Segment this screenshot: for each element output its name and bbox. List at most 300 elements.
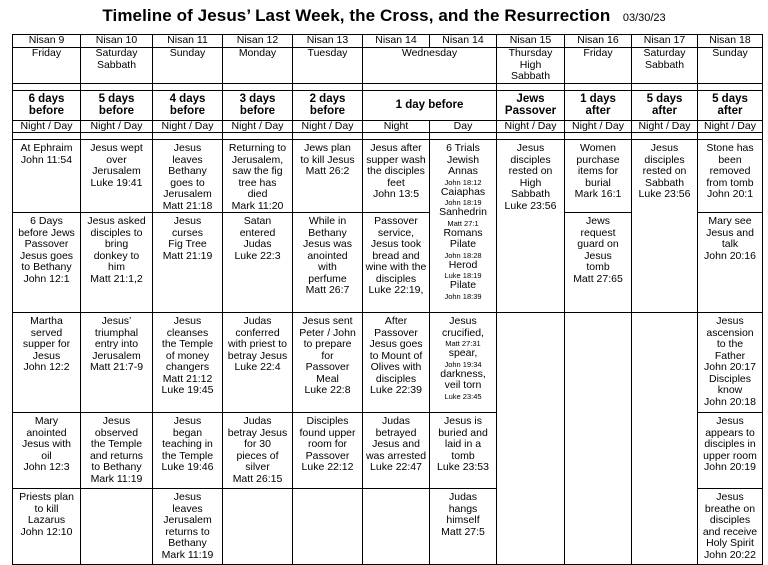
event-line: to Bethany bbox=[21, 261, 72, 273]
event-line: Mark 11:19 bbox=[161, 548, 214, 561]
event-line: Saturday bbox=[643, 47, 686, 59]
event-line: 1 days bbox=[580, 92, 616, 105]
event-cell bbox=[698, 413, 763, 489]
event-line: Thursday bbox=[508, 47, 553, 59]
event-line: rested on bbox=[642, 165, 687, 177]
event-line: from tomb bbox=[706, 176, 754, 189]
event-line: with priest to bbox=[228, 338, 287, 350]
event-line: Wednesday bbox=[401, 47, 458, 59]
event-line: veil torn bbox=[444, 379, 482, 391]
weekday-cell bbox=[293, 48, 363, 84]
event-line: tree has bbox=[238, 176, 277, 189]
event-line: cleanses bbox=[166, 326, 209, 339]
event-cell bbox=[497, 140, 565, 313]
event-line: Matt 21:18 bbox=[162, 199, 213, 212]
event-line: to Bethany bbox=[91, 461, 142, 473]
event-line: Luke 23:53 bbox=[437, 461, 489, 473]
timeline-table bbox=[12, 34, 763, 565]
event-line: leaves bbox=[172, 153, 203, 166]
event-line: Friday bbox=[583, 47, 613, 59]
event-line: Women bbox=[580, 142, 616, 154]
event-line: burial bbox=[585, 176, 611, 189]
event-line: for 30 bbox=[244, 438, 271, 450]
night-day-cell: Night / Day bbox=[497, 120, 565, 133]
day-count-row bbox=[13, 90, 763, 120]
event-line: entry into bbox=[94, 338, 139, 350]
day-count-cell bbox=[363, 90, 497, 120]
event-line: room for bbox=[307, 438, 348, 450]
weekday-cell bbox=[223, 48, 293, 84]
night-day-cell: Night / Day bbox=[81, 120, 153, 133]
nisan-cell: Nisan 17 bbox=[632, 35, 698, 48]
event-line: Jesus and bbox=[706, 226, 754, 239]
event-line: rested on bbox=[508, 165, 553, 177]
event-line: triumphal bbox=[94, 326, 139, 339]
event-cell bbox=[632, 140, 698, 313]
day-count-cell bbox=[497, 90, 565, 120]
event-line: Sunday bbox=[712, 47, 748, 59]
event-line: pieces of bbox=[236, 449, 279, 462]
event-line: Lazarus bbox=[27, 514, 66, 526]
event-line: donkey to bbox=[93, 249, 140, 262]
event-line: Bethany bbox=[168, 165, 207, 177]
event-line: disciples bbox=[510, 153, 551, 166]
event-line: talk bbox=[721, 238, 739, 250]
event-line: Matt 26:15 bbox=[232, 472, 283, 485]
event-line: High bbox=[519, 58, 542, 71]
event-line: Olives with bbox=[370, 361, 422, 373]
event-cell bbox=[13, 413, 81, 489]
event-line: was arrested bbox=[365, 449, 427, 462]
page-title: Timeline of Jesus’ Last Week, the Cross, and the Resurrection bbox=[102, 6, 611, 25]
event-cell bbox=[13, 213, 81, 313]
event-line: request bbox=[580, 226, 616, 239]
day-count-cell bbox=[565, 90, 632, 120]
event-cell bbox=[153, 313, 223, 413]
event-line: been bbox=[718, 153, 742, 166]
event-cell bbox=[698, 213, 763, 313]
event-line: Bethany bbox=[168, 537, 207, 549]
event-cell bbox=[153, 489, 223, 565]
event-line: before bbox=[98, 105, 135, 117]
event-line: Luke 22:3 bbox=[234, 249, 281, 262]
event-line: John 12:1 bbox=[23, 272, 70, 285]
event-line: Jesus bbox=[102, 415, 131, 427]
nisan-cell: Nisan 10 bbox=[81, 35, 153, 48]
event-line: Stone has bbox=[706, 142, 754, 154]
event-line: saw the fig bbox=[232, 165, 283, 177]
event-line: Sunday bbox=[169, 47, 206, 59]
night-day-row bbox=[13, 120, 763, 133]
event-line: disciples bbox=[644, 153, 685, 166]
nisan-cell: Nisan 16 bbox=[565, 35, 632, 48]
scripture-reference: John 18:12 bbox=[444, 177, 482, 187]
event-cell-empty bbox=[293, 489, 363, 565]
event-line: Caiaphas bbox=[440, 185, 486, 198]
event-line: Peter / John bbox=[299, 326, 356, 339]
event-line: Jerusalem bbox=[92, 165, 141, 177]
event-line: died bbox=[247, 188, 268, 200]
event-line: John 20:1 bbox=[706, 188, 754, 200]
event-line: Jesus asked bbox=[87, 215, 146, 227]
event-line: tomb bbox=[586, 261, 610, 273]
event-line: to Mount of bbox=[369, 349, 423, 362]
day-count-cell bbox=[223, 90, 293, 120]
night-day-cell: Night / Day bbox=[293, 120, 363, 133]
event-line: entered bbox=[239, 226, 276, 239]
event-line: Martha bbox=[30, 315, 63, 327]
event-line: him bbox=[108, 261, 125, 273]
event-line: disciples to bbox=[90, 226, 143, 239]
nisan-cell: Nisan 9 bbox=[13, 35, 81, 48]
event-line: silver bbox=[245, 461, 270, 473]
event-line: betray Jesus bbox=[227, 426, 288, 439]
event-line: Jesus and bbox=[372, 438, 420, 450]
nisan-cell: Nisan 14 bbox=[430, 35, 497, 48]
event-line: Luke 22:4 bbox=[234, 361, 281, 373]
event-line: Friday bbox=[31, 47, 62, 59]
event-line: Sabbath bbox=[510, 188, 551, 200]
event-cell-empty bbox=[223, 489, 293, 565]
event-line: Jesus bbox=[449, 315, 477, 327]
event-cell-empty bbox=[81, 489, 153, 565]
event-line: Jerusalem, bbox=[231, 153, 284, 166]
event-line: Passover bbox=[374, 326, 418, 339]
event-cell bbox=[81, 313, 153, 413]
title-row bbox=[0, 6, 768, 26]
event-line: with bbox=[318, 261, 337, 273]
event-line: crucified, bbox=[441, 326, 484, 339]
event-line: Luke 19:45 bbox=[161, 384, 214, 396]
nisan-cell: Nisan 14 bbox=[363, 35, 430, 48]
event-line: himself bbox=[446, 514, 480, 526]
event-line: Jesus after bbox=[370, 142, 422, 154]
event-line: items for bbox=[577, 165, 619, 177]
weekday-cell bbox=[632, 48, 698, 84]
event-cell-trials bbox=[430, 140, 497, 313]
event-line: Jesus bbox=[173, 315, 202, 327]
event-line: Tuesday bbox=[307, 47, 348, 59]
event-cell bbox=[363, 413, 430, 489]
event-line: Jesus with bbox=[21, 438, 72, 450]
event-line: Jesus’ bbox=[101, 315, 132, 327]
event-line: Jesus bbox=[516, 142, 545, 154]
event-cell bbox=[13, 489, 81, 565]
event-line: Luke 22:47 bbox=[370, 461, 422, 473]
event-line: John 20:19 bbox=[704, 461, 756, 473]
event-line: Jesus took bbox=[370, 238, 422, 250]
event-line: Pilate bbox=[449, 279, 477, 291]
event-cell bbox=[698, 313, 763, 413]
event-line: 5 days bbox=[712, 92, 748, 105]
night-day-cell: Night bbox=[363, 120, 430, 133]
nisan-cell: Nisan 15 bbox=[497, 35, 565, 48]
event-line: Priests plan bbox=[19, 491, 74, 503]
event-line: Jesus was bbox=[302, 238, 353, 250]
event-line: Jesus bbox=[173, 142, 202, 154]
event-line: Saturday bbox=[95, 47, 138, 59]
event-line: Jews bbox=[586, 215, 610, 227]
event-line: to kill Jesus bbox=[300, 153, 355, 166]
event-cell bbox=[223, 213, 293, 313]
event-line: Passover bbox=[504, 105, 557, 117]
event-line: to the bbox=[716, 338, 744, 350]
event-line: Judas bbox=[243, 238, 272, 250]
event-line: teaching in bbox=[162, 438, 213, 450]
event-line: Jesus wept bbox=[90, 142, 143, 154]
event-line: Matt 27:5 bbox=[441, 525, 485, 538]
event-line: Jesus goes bbox=[19, 249, 74, 262]
event-line: Holy Spirit bbox=[706, 537, 754, 549]
event-cell bbox=[565, 140, 632, 213]
event-line: before bbox=[239, 105, 276, 117]
night-day-cell: Night / Day bbox=[632, 120, 698, 133]
event-cell bbox=[293, 140, 363, 213]
night-day-cell: Night / Day bbox=[153, 120, 223, 133]
event-cell bbox=[81, 140, 153, 213]
event-line: Jewish bbox=[446, 153, 480, 166]
weekday-cell bbox=[13, 48, 81, 84]
night-day-cell: Night / Day bbox=[698, 120, 763, 133]
event-line: betrayed bbox=[375, 426, 417, 439]
event-line: John 13:5 bbox=[372, 188, 420, 200]
event-line: wine with the bbox=[365, 261, 427, 273]
event-line: Jesus bbox=[32, 349, 61, 362]
scripture-reference: Matt 27:31 bbox=[445, 339, 481, 348]
event-line: after bbox=[717, 105, 743, 117]
event-line: Jews bbox=[516, 92, 545, 105]
event-line: the disciples bbox=[367, 165, 425, 177]
event-line: and receive bbox=[702, 525, 758, 538]
event-line: curses bbox=[172, 226, 203, 239]
event-line: breathe on bbox=[704, 502, 756, 515]
event-line: Passover bbox=[374, 215, 418, 227]
nisan-row bbox=[13, 35, 763, 48]
weekday-row bbox=[13, 48, 763, 84]
event-cell-empty bbox=[497, 313, 565, 565]
event-line: 5 days bbox=[98, 92, 135, 105]
event-cell bbox=[363, 140, 430, 213]
event-line: Luke 19:41 bbox=[90, 176, 143, 189]
event-line: anointed bbox=[26, 426, 67, 439]
weekday-cell bbox=[153, 48, 223, 84]
event-line: Jesus bbox=[173, 415, 202, 427]
event-line: disciples bbox=[375, 372, 417, 385]
event-row bbox=[13, 313, 763, 413]
event-line: perfume bbox=[308, 272, 347, 285]
event-line: supper for bbox=[22, 338, 71, 350]
event-line: Jesus bbox=[173, 491, 202, 503]
event-line: Jesus goes bbox=[369, 338, 423, 350]
event-line: 6 Days bbox=[30, 215, 63, 227]
spacer-row bbox=[13, 133, 763, 140]
event-line: Jerusalem bbox=[163, 188, 212, 200]
event-cell bbox=[13, 313, 81, 413]
event-cell bbox=[81, 413, 153, 489]
event-line: Jesus bbox=[716, 491, 744, 503]
event-line: Jews plan bbox=[304, 142, 351, 154]
event-line: removed bbox=[709, 165, 751, 177]
nisan-cell: Nisan 18 bbox=[698, 35, 763, 48]
event-line: conferred bbox=[235, 326, 280, 339]
event-line: began bbox=[172, 426, 203, 439]
event-line: Jerusalem bbox=[92, 349, 141, 362]
event-line: Jesus is bbox=[444, 415, 482, 427]
event-cell bbox=[293, 413, 363, 489]
event-line: know bbox=[717, 384, 743, 396]
event-line: Herod bbox=[448, 258, 478, 271]
event-line: Sabbath bbox=[96, 58, 137, 71]
event-line: bring bbox=[104, 238, 129, 250]
event-line: Matt 26:2 bbox=[305, 165, 350, 177]
event-line: served bbox=[30, 326, 63, 339]
event-line: At Ephraim bbox=[20, 142, 73, 154]
event-line: observed bbox=[94, 426, 139, 439]
event-line: John 20:17 bbox=[704, 361, 756, 373]
event-line: returns to bbox=[165, 525, 210, 538]
event-line: Matt 27:65 bbox=[573, 272, 623, 285]
day-count-cell bbox=[153, 90, 223, 120]
event-cell-crucified bbox=[430, 313, 497, 413]
event-cell bbox=[153, 213, 223, 313]
event-line: purchase bbox=[576, 153, 620, 166]
event-line: the Temple bbox=[161, 338, 214, 350]
event-cell bbox=[698, 140, 763, 213]
event-line: for bbox=[321, 349, 334, 362]
event-line: Jesus bbox=[716, 315, 744, 327]
event-line: the Temple bbox=[161, 449, 214, 462]
event-line: Jesus bbox=[716, 415, 744, 427]
event-line: Sabbath bbox=[644, 176, 685, 189]
event-line: after bbox=[585, 105, 611, 117]
event-line: Father bbox=[714, 349, 746, 362]
event-cell bbox=[363, 313, 430, 413]
event-line: Jesus bbox=[584, 249, 612, 262]
event-cell-empty bbox=[363, 489, 430, 565]
event-line: before bbox=[309, 105, 346, 117]
night-day-cell: Day bbox=[430, 120, 497, 133]
event-line: feet bbox=[387, 176, 405, 189]
scripture-reference: John 18:19 bbox=[444, 198, 482, 207]
event-line: service, bbox=[377, 226, 415, 239]
event-line: buried and bbox=[438, 426, 488, 439]
event-line: 6 Trials bbox=[446, 142, 480, 154]
event-line: Matt 21:7-9 bbox=[89, 361, 144, 373]
day-count-cell bbox=[81, 90, 153, 120]
event-line: disciples in bbox=[704, 438, 756, 450]
day-count-cell bbox=[13, 90, 81, 120]
event-line: hangs bbox=[448, 502, 478, 515]
event-line: of money bbox=[165, 349, 210, 362]
event-cell bbox=[293, 213, 363, 313]
event-line: disciples bbox=[375, 272, 417, 285]
event-cell bbox=[293, 313, 363, 413]
event-cell bbox=[223, 313, 293, 413]
event-line: before Jews bbox=[18, 226, 75, 239]
night-day-cell: Night / Day bbox=[223, 120, 293, 133]
event-line: over bbox=[106, 153, 127, 166]
event-line: Sabbath bbox=[644, 58, 685, 71]
scripture-reference: John 18:28 bbox=[444, 250, 482, 260]
night-day-cell: Night / Day bbox=[565, 120, 632, 133]
event-line: supper wash bbox=[366, 153, 426, 166]
event-line: tomb bbox=[451, 449, 475, 462]
event-cell-empty bbox=[565, 313, 632, 565]
nisan-cell: Nisan 12 bbox=[223, 35, 293, 48]
weekday-cell bbox=[698, 48, 763, 84]
event-line: 4 days bbox=[169, 92, 206, 105]
event-line: Mark 16:1 bbox=[574, 188, 622, 200]
scripture-reference: Matt 27:1 bbox=[447, 218, 479, 228]
nisan-cell: Nisan 13 bbox=[293, 35, 363, 48]
event-row bbox=[13, 140, 763, 213]
event-line: Mark 11:20 bbox=[231, 199, 284, 212]
event-line: Mary bbox=[34, 415, 59, 427]
event-line: Matt 21:19 bbox=[162, 249, 213, 262]
event-line: Jesus bbox=[650, 142, 679, 154]
scripture-reference: John 19:34 bbox=[444, 359, 482, 369]
event-cell bbox=[13, 140, 81, 213]
event-line: Passover bbox=[305, 449, 350, 462]
event-line: darkness, bbox=[440, 367, 486, 380]
scripture-reference: Luke 23:45 bbox=[444, 391, 482, 401]
event-line: and returns bbox=[89, 449, 144, 462]
event-cell bbox=[698, 489, 763, 565]
event-line: Disciples bbox=[708, 372, 751, 385]
event-line: found upper bbox=[299, 426, 356, 439]
event-line: John 12:10 bbox=[20, 525, 73, 538]
event-line: Sanhedrin bbox=[439, 206, 487, 218]
event-line: Luke 22:39 bbox=[370, 384, 422, 396]
event-line: disciples bbox=[709, 514, 751, 526]
event-line: before bbox=[169, 105, 206, 117]
event-line: Luke 23:56 bbox=[638, 188, 691, 200]
event-line: the Temple bbox=[90, 438, 143, 450]
event-line: oil bbox=[41, 449, 52, 462]
event-line: to prepare bbox=[303, 338, 352, 350]
event-line: Returning to bbox=[228, 142, 287, 154]
event-cell bbox=[223, 140, 293, 213]
event-line: Judas bbox=[243, 415, 272, 427]
event-line: appears to bbox=[705, 426, 755, 439]
event-line: Monday bbox=[238, 47, 277, 59]
day-count-cell bbox=[293, 90, 363, 120]
event-line: Matt 21:12 bbox=[162, 372, 213, 385]
event-line: after bbox=[652, 105, 677, 117]
weekday-cell bbox=[81, 48, 153, 84]
event-line: Matt 26:7 bbox=[305, 284, 350, 296]
night-day-cell: Night / Day bbox=[13, 120, 81, 133]
event-line: John 20:16 bbox=[704, 249, 756, 262]
event-line: Romans bbox=[443, 226, 483, 239]
event-line: Passover bbox=[24, 238, 69, 250]
event-line: While in bbox=[308, 215, 347, 227]
event-line: guard on bbox=[577, 238, 619, 250]
event-line: 6 days bbox=[28, 92, 65, 105]
event-cell bbox=[153, 140, 223, 213]
day-count-cell bbox=[632, 90, 698, 120]
weekday-cell bbox=[363, 48, 497, 84]
event-line: leaves bbox=[172, 502, 203, 515]
event-line: John 20:22 bbox=[704, 548, 756, 561]
event-line: Meal bbox=[316, 372, 339, 385]
event-line: 1 day before bbox=[395, 98, 464, 111]
event-cell bbox=[223, 413, 293, 489]
event-line: Matt 21:1,2 bbox=[90, 272, 143, 285]
event-line: Luke 23:56 bbox=[504, 199, 557, 212]
nisan-cell: Nisan 11 bbox=[153, 35, 223, 48]
event-cell bbox=[363, 213, 430, 313]
